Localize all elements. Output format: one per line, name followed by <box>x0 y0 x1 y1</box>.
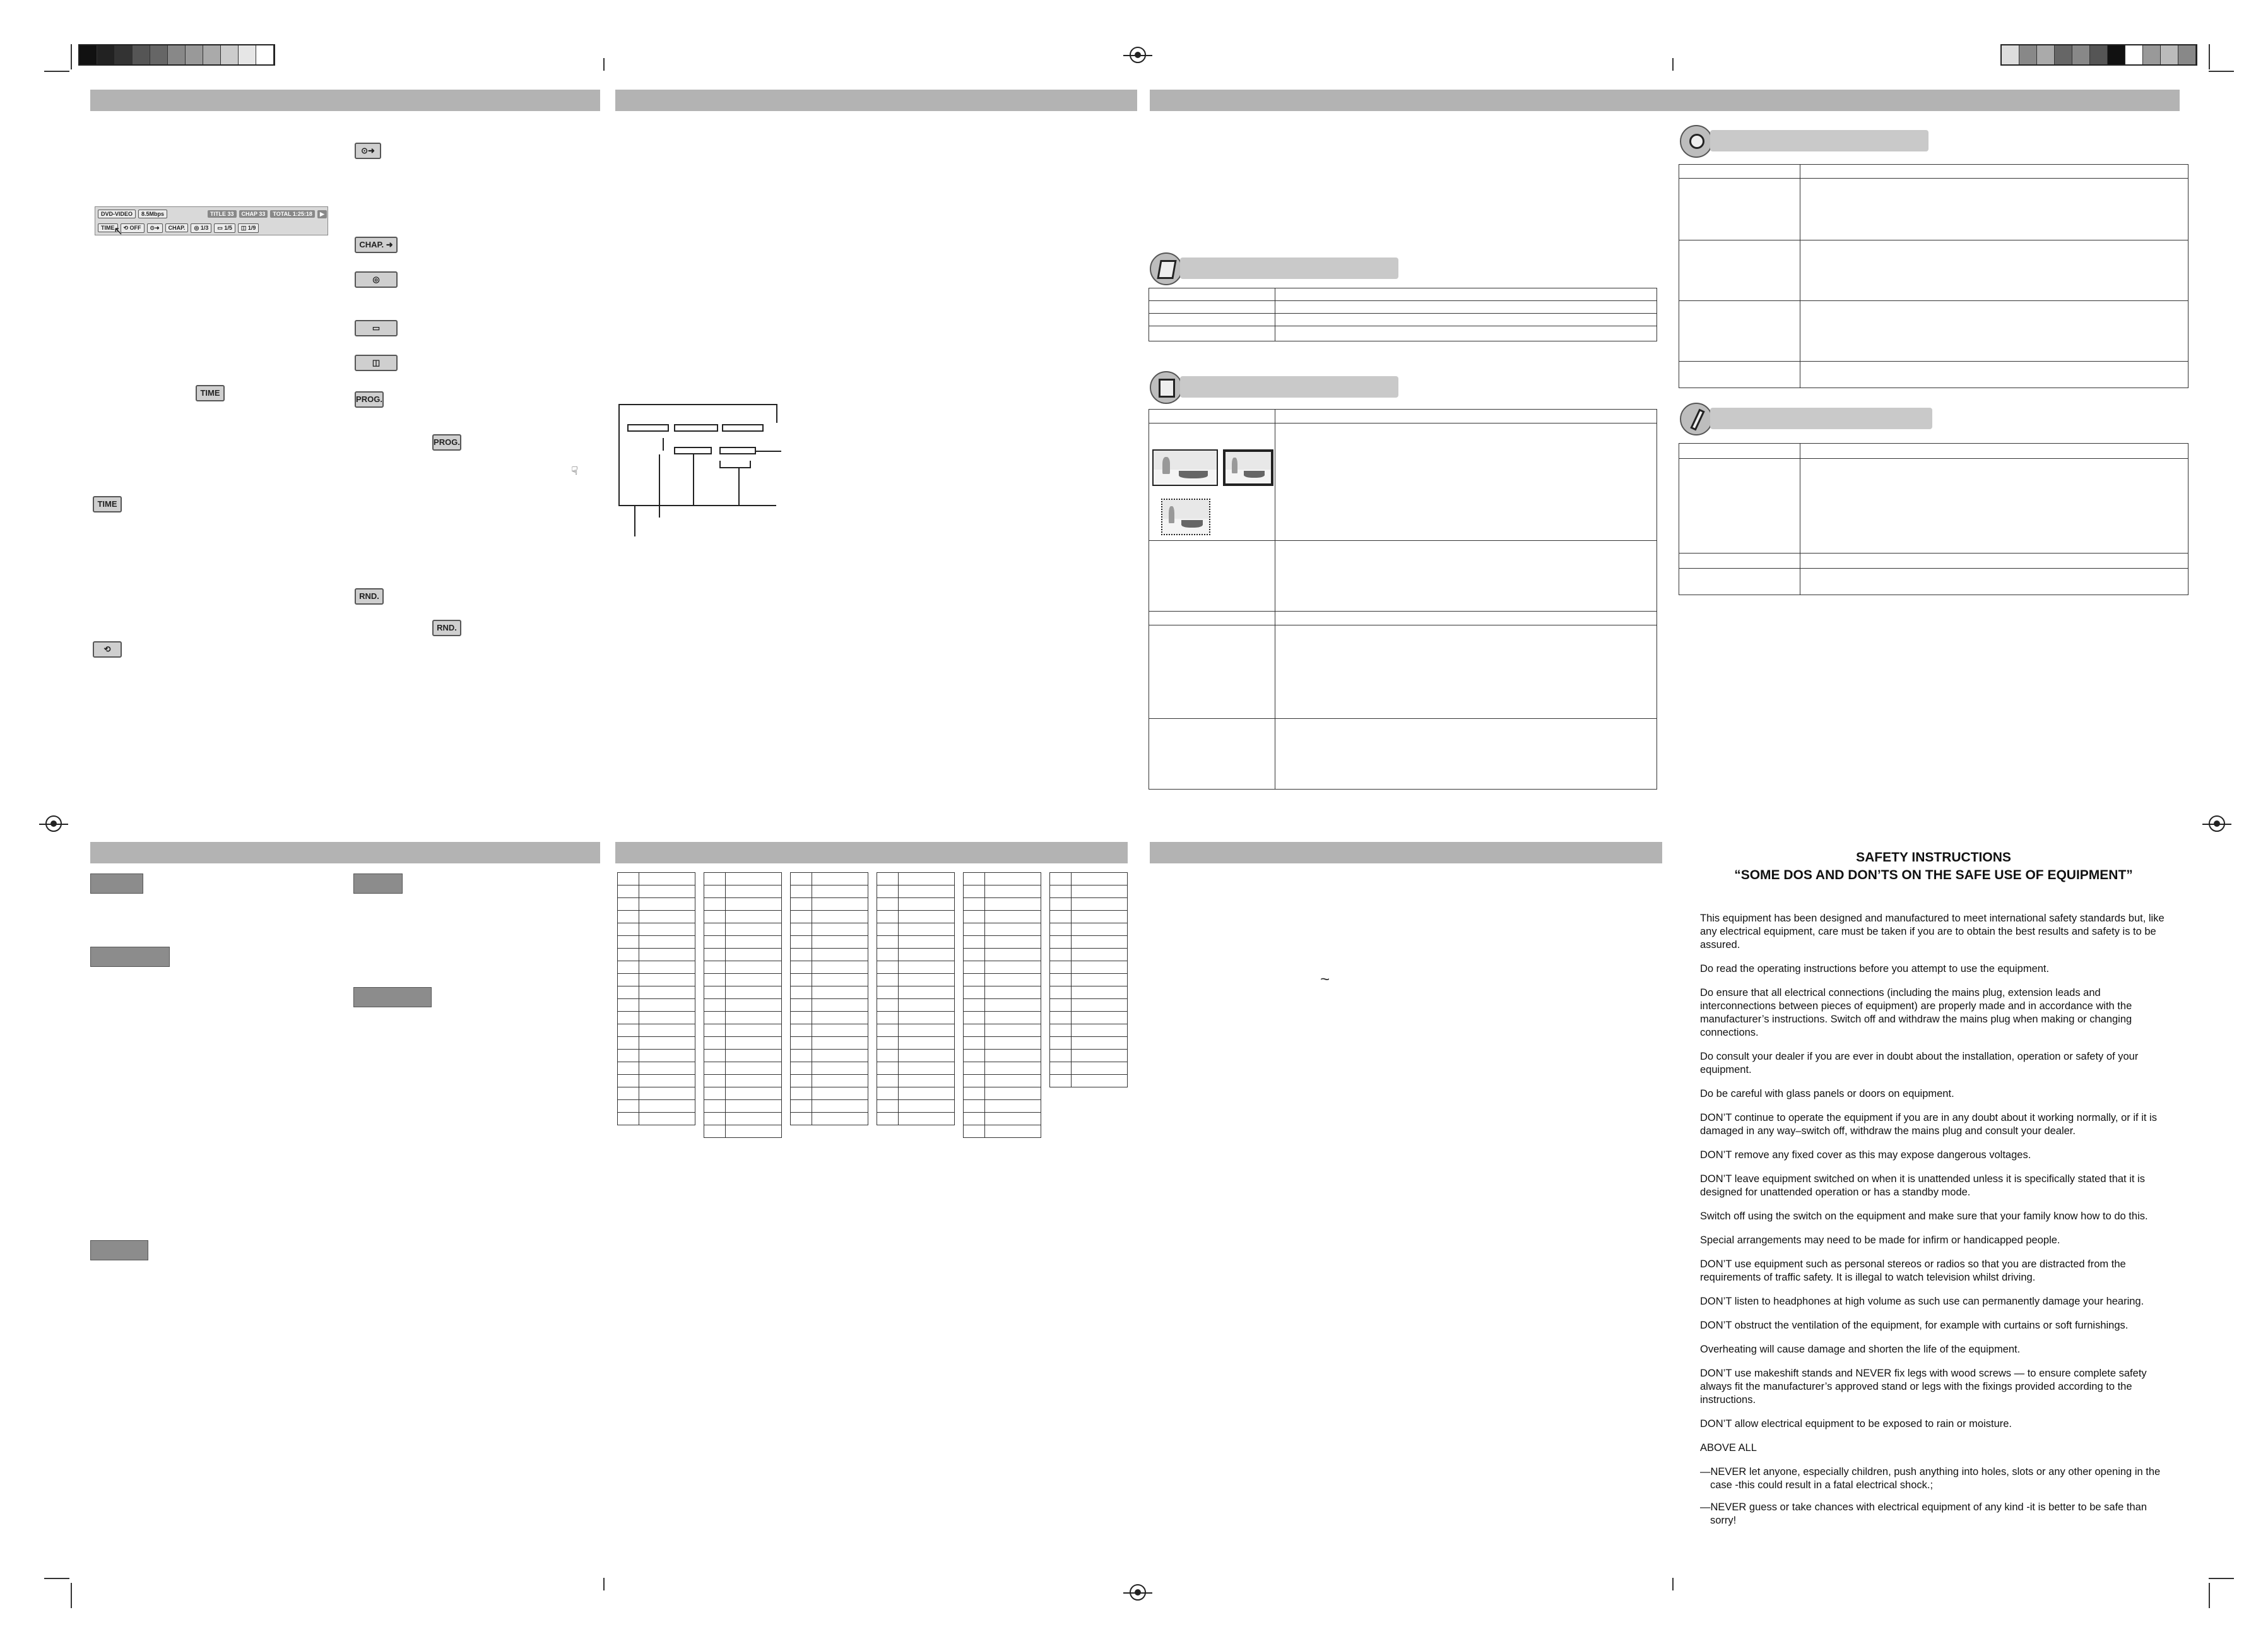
registration-mark <box>2209 815 2225 832</box>
prog-button[interactable]: PROG. <box>355 391 384 408</box>
language-code-table-6 <box>1049 872 1128 1087</box>
audio-button[interactable] <box>355 271 398 288</box>
osd-subtitle[interactable]: ▭ 1/5 <box>214 223 235 233</box>
tilde-symbol: ~ <box>1320 969 1330 988</box>
other-settings-table <box>1679 443 2188 595</box>
section-label-bar <box>1180 258 1398 279</box>
rnd-button[interactable]: RND. <box>355 588 384 605</box>
language-settings-table <box>1149 288 1657 341</box>
crop-mark <box>2209 1583 2210 1608</box>
repeat-icon: ⟲ <box>123 224 130 231</box>
play-icon: ▶ <box>317 210 327 218</box>
crop-mark <box>1672 58 1674 71</box>
safety-paragraph: DON’T use makeshift stands and NEVER fix legs with wood screws — to ensure complete safety always fit the manufacturer’s approved stand or legs with the fixings provided according to the instructions. <box>1700 1368 2147 1406</box>
crop-mark <box>71 1583 72 1608</box>
troubleshooting-label <box>90 947 170 967</box>
crop-mark <box>2209 71 2234 72</box>
osd-chapter: CHAP 33 <box>239 210 268 218</box>
section-header-bar <box>90 842 600 863</box>
section-header-bar <box>1150 842 1662 863</box>
section-label-bar <box>1710 408 1932 429</box>
troubleshooting-label <box>90 1240 148 1260</box>
osd-repeat[interactable]: ⟲ OFF <box>121 223 145 233</box>
safety-paragraph: DON’T listen to headphones at high volume as such use can permanently damage your hearing. <box>1700 1296 2144 1307</box>
audio-section-icon <box>1680 125 1713 158</box>
prog-button-inline[interactable]: PROG. <box>432 434 461 451</box>
tv-aspect-image-16-9 <box>1161 499 1210 535</box>
camera-icon: ◫ <box>372 358 381 367</box>
osd-timer-icon[interactable]: ⊙➜ <box>147 223 163 233</box>
clock-arrow-icon: ⊙➜ <box>361 146 375 155</box>
osd-chap[interactable]: CHAP. <box>165 223 189 232</box>
language-section-icon <box>1150 252 1183 285</box>
troubleshooting-label <box>90 873 143 894</box>
safety-paragraph: DON’T allow electrical equipment to be exposed to rain or moisture. <box>1700 1418 2012 1430</box>
camera-icon: ◫ <box>240 224 248 231</box>
osd-angle[interactable]: ◫ 1/9 <box>238 223 259 233</box>
safety-title: SAFETY INSTRUCTIONS <box>1856 850 2011 865</box>
section-label-bar <box>1710 130 1928 151</box>
safety-paragraph: Switch off using the switch on the equipment and make sure that your family know how to do this. <box>1700 1211 2148 1222</box>
repeat-button[interactable] <box>93 641 122 658</box>
subtitle-icon: ▭ <box>372 323 381 333</box>
safety-paragraph: Do consult your dealer if you are ever in doubt about the installation, operation or safety of your equipment. <box>1700 1051 2139 1075</box>
safety-paragraph: DON’T continue to operate the equipment if you are in any doubt about it working normally, or if it is damaged in any way–switch off, withdraw the mains plug and consult your dealer. <box>1700 1112 2157 1137</box>
other-settings-icon <box>1680 403 1713 435</box>
on-screen-display-bar <box>95 206 328 235</box>
osd-time[interactable]: TIME <box>98 223 118 232</box>
language-code-table-3 <box>790 872 868 1125</box>
tv-aspect-image-4-3-letterbox <box>1152 449 1218 486</box>
cursor-icon: ↖ <box>114 225 124 237</box>
crop-mark <box>71 44 72 69</box>
color-bar-right <box>2000 44 2197 66</box>
osd-audio[interactable]: ◎ 1/3 <box>191 223 211 233</box>
crop-mark <box>44 1578 69 1579</box>
language-code-table-5 <box>963 872 1041 1138</box>
safety-paragraph: —NEVER let anyone, especially children, push anything into holes, slots or any other opening in the case -this could result in a fatal electrical shock.; <box>1700 1466 2161 1491</box>
section-header-bar <box>90 90 600 111</box>
section-header-bar <box>1150 90 2180 111</box>
color-bar-left <box>78 44 275 66</box>
registration-mark <box>45 815 62 832</box>
osd-bitrate: 8.5Mbps <box>138 210 167 218</box>
crop-mark <box>603 58 605 71</box>
subtitle-button[interactable] <box>355 320 398 336</box>
audio-icon: ◎ <box>194 224 201 231</box>
registration-mark <box>1130 47 1146 63</box>
section-header-bar <box>615 842 1128 863</box>
safety-paragraph: Special arrangements may need to be made for infirm or handicapped people. <box>1700 1234 2060 1246</box>
language-code-table-4 <box>877 872 955 1125</box>
safety-paragraph: Do ensure that all electrical connections (including the mains plug, extension leads and interconnections between pieces of equipment) are properly made and in accordance with the manufacturer’s instructions. Switch off and withdraw the mains plug when making or changing connections. <box>1700 987 2132 1038</box>
safety-paragraph: DON’T use equipment such as personal stereos or radios so that you are distracted from the requirements of traffic safety. It is illegal to watch television whilst driving. <box>1700 1258 2126 1283</box>
safety-paragraph: This equipment has been designed and manufactured to meet international safety standards but, like any electrical equipment, care must be taken if you are to obtain the best results and safety is to be assured. <box>1700 913 2165 950</box>
osd-total: TOTAL 1:25:18 <box>270 210 315 218</box>
osd-mode: DVD-VIDEO <box>98 210 136 218</box>
crop-mark <box>44 71 69 72</box>
registration-mark <box>1130 1584 1146 1601</box>
subtitle-icon: ▭ <box>217 224 225 231</box>
timer-chapter-button[interactable] <box>355 143 381 159</box>
safety-instructions <box>1700 849 2167 1536</box>
picture-section-icon <box>1150 371 1183 404</box>
safety-paragraph: DON’T leave equipment switched on when it is unattended unless it is specifically stated that it is designed for unattended operation or has a standby mode. <box>1700 1173 2145 1198</box>
hierarchy-diagram <box>618 400 808 539</box>
safety-paragraph: Overheating will cause damage and shorten the life of the equipment. <box>1700 1344 2021 1355</box>
rnd-button-inline[interactable]: RND. <box>432 620 461 636</box>
audio-icon: ◎ <box>372 275 380 284</box>
chap-button[interactable]: CHAP. ➜ <box>355 237 398 253</box>
section-label-bar <box>1180 376 1398 398</box>
safety-paragraph: Do read the operating instructions before you attempt to use the equipment. <box>1700 963 2050 974</box>
troubleshooting-label <box>353 873 403 894</box>
troubleshooting-label <box>353 987 432 1007</box>
safety-paragraph: DON’T obstruct the ventilation of the equipment, for example with curtains or soft furnishings. <box>1700 1320 2129 1331</box>
repeat-icon: ⟲ <box>103 644 111 654</box>
angle-button[interactable] <box>355 355 398 371</box>
crop-mark <box>2209 1578 2234 1579</box>
crop-mark <box>603 1578 605 1590</box>
safety-subtitle: “SOME DOS AND DON’TS ON THE SAFE USE OF EQUIPMENT” <box>1734 868 2133 882</box>
crop-mark <box>1672 1578 1674 1590</box>
language-code-table-1 <box>617 872 695 1125</box>
osd-title: TITLE 33 <box>208 210 237 218</box>
crop-mark <box>2209 44 2210 69</box>
safety-paragraph: Do be careful with glass panels or doors on equipment. <box>1700 1088 1954 1099</box>
language-code-table-2 <box>704 872 782 1138</box>
safety-paragraph: —NEVER guess or take chances with electrical equipment of any kind -it is better to be safe than sorry! <box>1700 1501 2147 1526</box>
safety-paragraph: DON’T remove any fixed cover as this may expose dangerous voltages. <box>1700 1149 2031 1161</box>
time-button[interactable]: TIME <box>93 496 122 512</box>
safety-paragraph: ABOVE ALL <box>1700 1442 1757 1454</box>
time-button-inline[interactable]: TIME <box>196 385 225 401</box>
audio-settings-table <box>1679 164 2188 388</box>
hand-pointer-icon: ☟ <box>571 465 578 477</box>
tv-aspect-image-4-3-panscan <box>1223 449 1273 486</box>
section-header-bar <box>615 90 1137 111</box>
